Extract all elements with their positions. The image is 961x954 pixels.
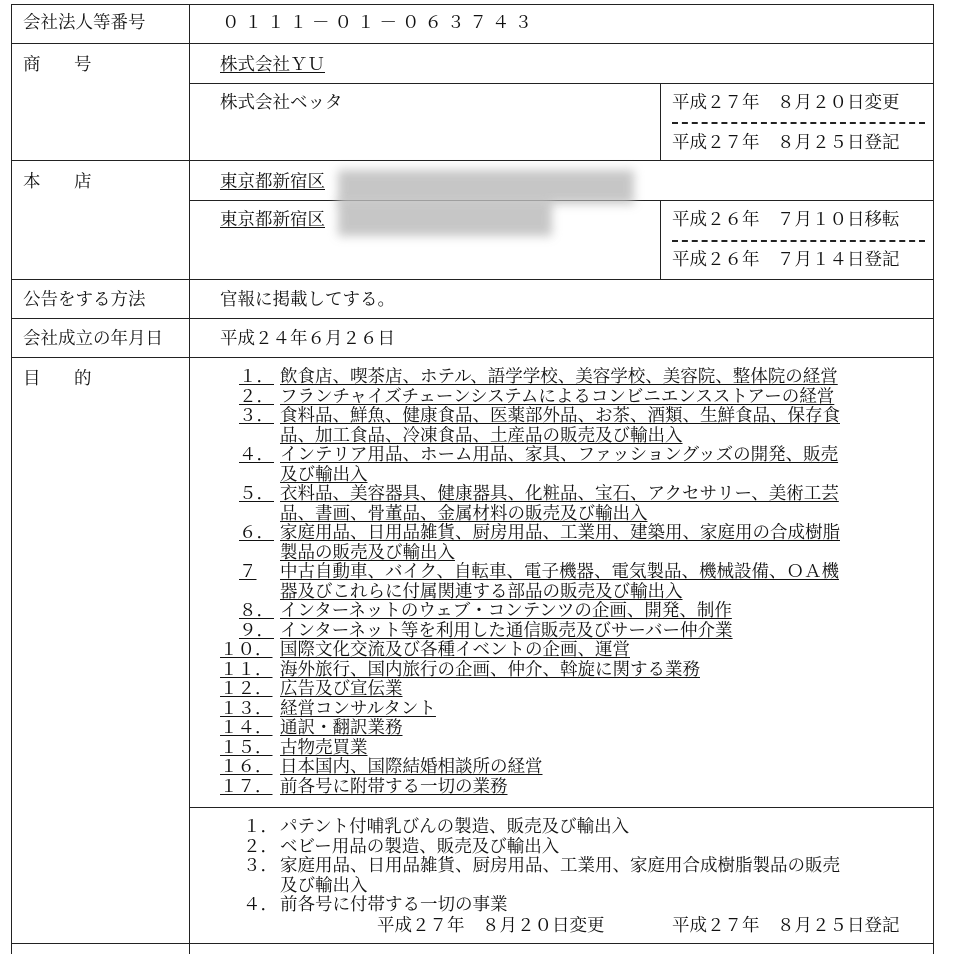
purpose-item-line: 国際文化交流及び各種イベントの企画、運営 [280,640,630,660]
rule-after-establishment [11,357,934,358]
purpose-item-line: 及び輸出入 [280,465,368,485]
trade-name-changed-date: 平成２７年 ８月２０日変更 [672,93,900,113]
prev-purpose-item-line: パテント付哺乳びんの製造、販売及び輸出入 [280,817,630,837]
purpose-item-line: 日本国内、国際結婚相談所の経営 [280,757,543,777]
purpose-item-number: １０． [220,640,273,660]
purpose-item-line: インターネット等を利用した通信販売及びサーバー仲介業 [280,621,733,641]
purpose-item-number: １４． [220,718,273,738]
head-office-label: 本 店 [23,172,100,192]
trade-name-previous: 株式会社ベッタ [220,93,343,113]
date-dash-trade [672,122,925,124]
purpose-item-line: 中古自動車、バイク、自転車、電子機器、電気製品、機械設備、ＯＡ機 [280,562,839,582]
purpose-label: 目 的 [23,369,100,389]
date-column-divider-office [660,200,661,279]
redacted-address-current [338,170,634,204]
purpose-item-number: ８． [239,601,274,621]
prev-purpose-item-number: ４． [243,895,278,915]
trade-name-current: 株式会社ＹＵ [220,55,325,75]
purpose-registered-date: 平成２７年 ８月２５日登記 [672,916,900,936]
border-label-divider [189,4,190,954]
prev-purpose-item-number: ３． [243,856,278,876]
rule-after-number [11,43,934,44]
purpose-item-number: １１． [220,660,273,680]
purpose-item-line: 器及びこれらに付属関連する部品の販売及び輸出入 [280,582,683,602]
rule-after-notice [11,318,934,319]
purpose-item-line: 飲食店、喫茶店、ホテル、語学学校、美容学校、美容院、整体院の経営 [280,367,838,387]
purpose-item-number: ７ [239,562,257,582]
prev-purpose-item-line: 家庭用品、日用品雑貨、厨房用品、工業用、家庭用合成樹脂製品の販売 [280,856,840,876]
purpose-item-line: 食料品、鮮魚、健康食品、医薬部外品、お茶、酒類、生鮮食品、保存食 [280,406,840,426]
purpose-item-number: ３． [239,406,274,426]
prev-purpose-item-number: ２． [243,837,278,857]
purpose-item-number: ４． [239,445,274,465]
purpose-item-line: 通訳・翻訳業務 [280,718,403,738]
prev-purpose-item-line: 前各号に付帯する一切の事業 [280,895,508,915]
date-dash-office [672,240,925,242]
purpose-item-number: １７． [220,777,273,797]
rule-top [11,4,934,5]
purpose-item-number: ６． [239,523,274,543]
purpose-item-number: ５． [239,484,274,504]
notice-method-label: 公告をする方法 [23,290,146,310]
prev-purpose-item-line: ベビー用品の製造、販売及び輸出入 [280,837,560,857]
establishment-value: 平成２４年６月２６日 [220,329,395,349]
purpose-item-line: 品、加工食品、冷凍食品、土産品の販売及び輸出入 [280,426,683,446]
purpose-item-line: 家庭用品、日用品雑貨、厨房用品、工業用、建築用、家庭用の合成樹脂 [280,523,840,543]
purpose-item-number: １５． [220,738,273,758]
redacted-address-previous [338,200,552,236]
purpose-item-line: 海外旅行、国内旅行の企画、仲介、斡旋に関する業務 [280,660,700,680]
date-column-divider-trade [660,83,661,160]
purpose-item-line: 広告及び宣伝業 [280,679,403,699]
purpose-item-number: １３． [220,699,273,719]
purpose-item-line: 経営コンサルタント [280,699,436,719]
purpose-item-number: １６． [220,757,273,777]
purpose-item-number: ９． [239,621,274,641]
rule-trade-name-inner [190,83,934,84]
trade-name-label: 商 号 [23,55,100,75]
establishment-label: 会社成立の年月日 [23,329,163,349]
purpose-item-line: 品、書画、骨董品、金属材料の販売及び輸出入 [280,504,648,524]
purpose-item-number: ２． [239,387,274,407]
rule-after-trade-name [11,160,934,161]
purpose-item-line: 古物売買業 [280,738,368,758]
rule-after-head-office [11,279,934,280]
company-number-value: ０１１１－０１－０６３７４３ [222,13,537,33]
prev-purpose-item-number: １． [243,817,278,837]
prev-purpose-item-line: 及び輸出入 [280,876,368,896]
head-office-previous: 東京都新宿区 [220,210,325,230]
purpose-item-line: 製品の販売及び輸出入 [280,543,455,563]
rule-purpose-inner [190,807,934,808]
trade-name-registered-date: 平成２７年 ８月２５日登記 [672,133,900,153]
purpose-changed-date: 平成２７年 ８月２０日変更 [377,916,605,936]
border-left [11,4,12,954]
purpose-item-line: インターネットのウェブ・コンテンツの企画、開発、制作 [280,601,732,621]
head-office-moved-date: 平成２６年 ７月１０日移転 [672,210,900,230]
company-number-label: 会社法人等番号 [23,13,146,33]
purpose-item-line: 衣料品、美容器具、健康器具、化粧品、宝石、アクセサリー、美術工芸 [280,484,839,504]
purpose-item-line: 前各号に附帯する一切の業務 [280,777,508,797]
purpose-item-line: フランチャイズチェーンシステムによるコンビニエンスストアーの経営 [280,387,835,407]
notice-method-value: 官報に掲載してする。 [220,290,395,310]
border-right [933,4,934,954]
head-office-current: 東京都新宿区 [220,172,325,192]
head-office-registered-date: 平成２６年 ７月１４日登記 [672,250,900,270]
rule-bottom [11,943,934,944]
purpose-item-number: １２． [220,679,273,699]
purpose-item-number: １． [239,367,274,387]
purpose-item-line: インテリア用品、ホーム用品、家具、ファッショングッズの開発、販売 [280,445,839,465]
